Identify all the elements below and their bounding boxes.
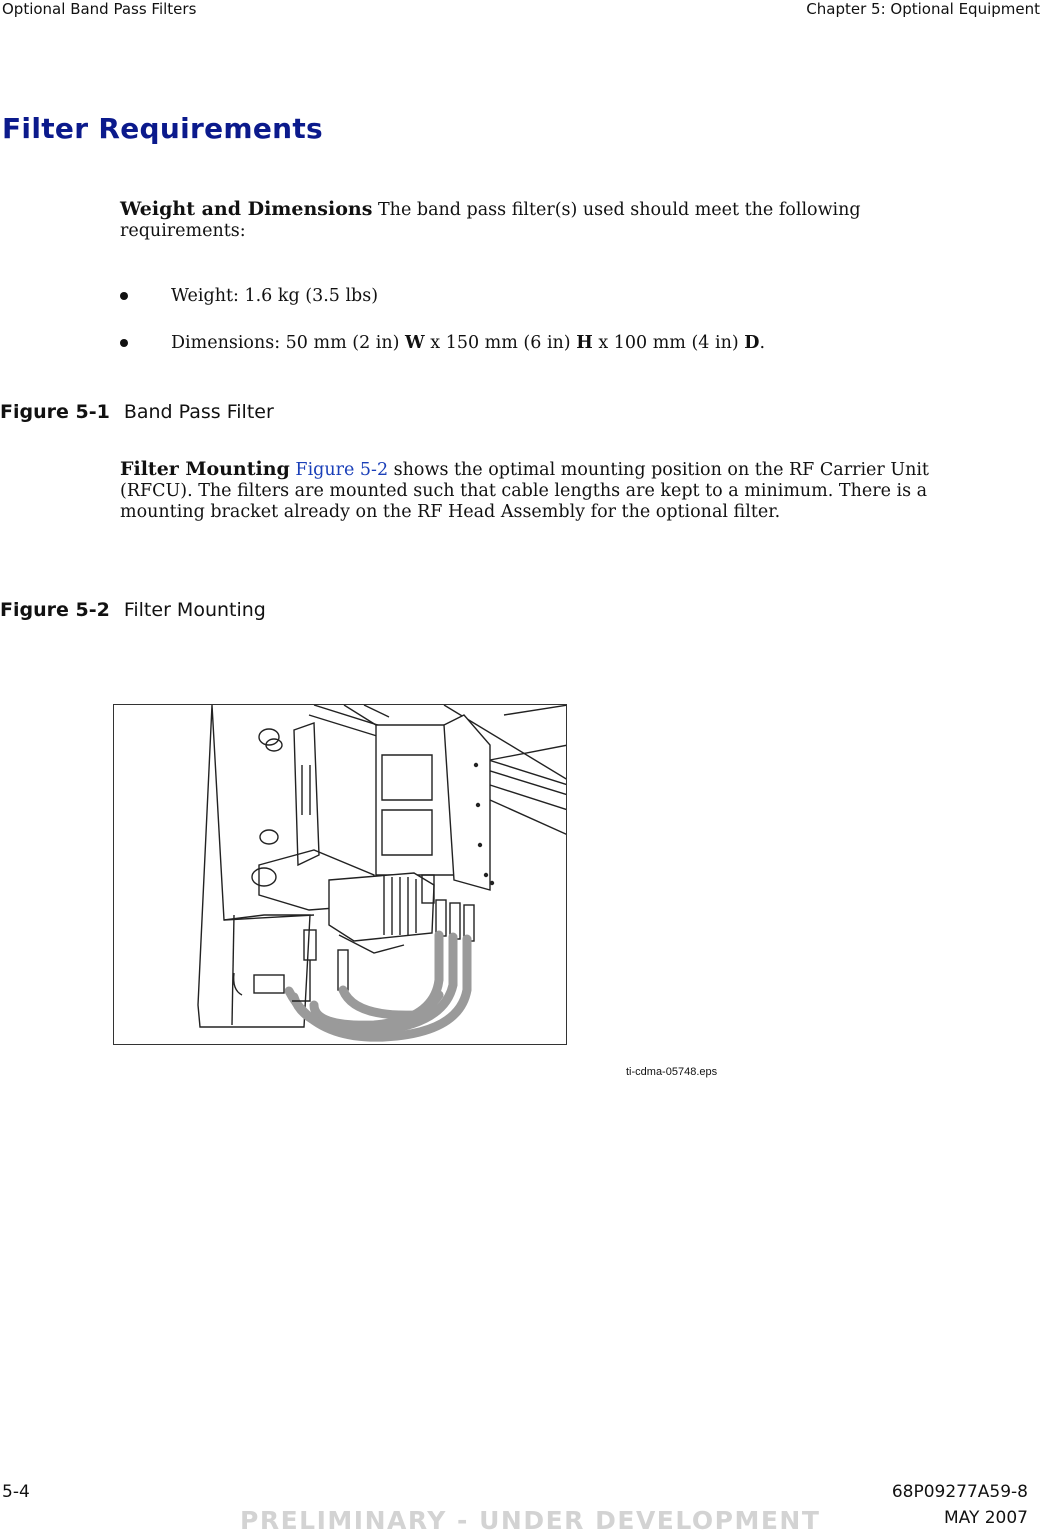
figure-5-2-link[interactable]: Figure 5-2 — [295, 460, 389, 480]
bullet-dimensions-text: Dimensions: 50 mm (2 in) W x 150 mm (6 in) H x 100 mm (4 in) D. — [171, 333, 766, 353]
figure-title: Band Pass Filter — [123, 401, 274, 423]
bullet-dot-icon — [120, 292, 128, 300]
figure-5-2-caption — [0, 599, 266, 621]
bullet-weight-text: Weight: 1.6 kg (3.5 lbs) — [171, 286, 379, 306]
weight-dimensions-text: The band pass filter(s) used should meet the following — [378, 200, 861, 220]
filter-mounting-paragraph: Filter Mounting Figure 5-2 shows the optimal mounting position on the RF Carrier Unit (RFCU). The filters are mounted such that cable lengths are kept to a minimum. There is a mounting bracket already on the RF Head Assembly for the optional filter. — [120, 458, 929, 522]
figure-filename: ti-cdma-05748.eps — [626, 1066, 718, 1078]
header-section-title: Optional Band Pass Filters — [2, 0, 197, 18]
weight-dimensions-text-2: requirements: — [120, 221, 246, 241]
preliminary-watermark: PRELIMINARY - UNDER DEVELOPMENT — [240, 1506, 821, 1535]
filter-mounting-illustration — [113, 704, 567, 1045]
filter-mounting-heading: Filter Mounting — [120, 458, 290, 480]
bullet-dot-icon — [120, 339, 128, 347]
footer-date: MAY 2007 — [943, 1508, 1028, 1528]
weight-dimensions-heading: Weight and Dimensions — [120, 198, 373, 220]
weight-dimensions-paragraph — [120, 199, 1000, 242]
figure-title: Filter Mounting — [123, 599, 266, 621]
footer-page-number: 5-4 — [2, 1482, 30, 1502]
figure-5-1-caption — [0, 401, 274, 423]
footer-document-number: 68P09277A59-8 — [891, 1482, 1028, 1502]
header-chapter-title: Chapter 5: Optional Equipment — [806, 0, 1040, 18]
page-title: Filter Requirements — [2, 112, 324, 145]
figure-number: Figure 5-2 — [0, 599, 110, 621]
figure-number: Figure 5-1 — [0, 401, 110, 423]
